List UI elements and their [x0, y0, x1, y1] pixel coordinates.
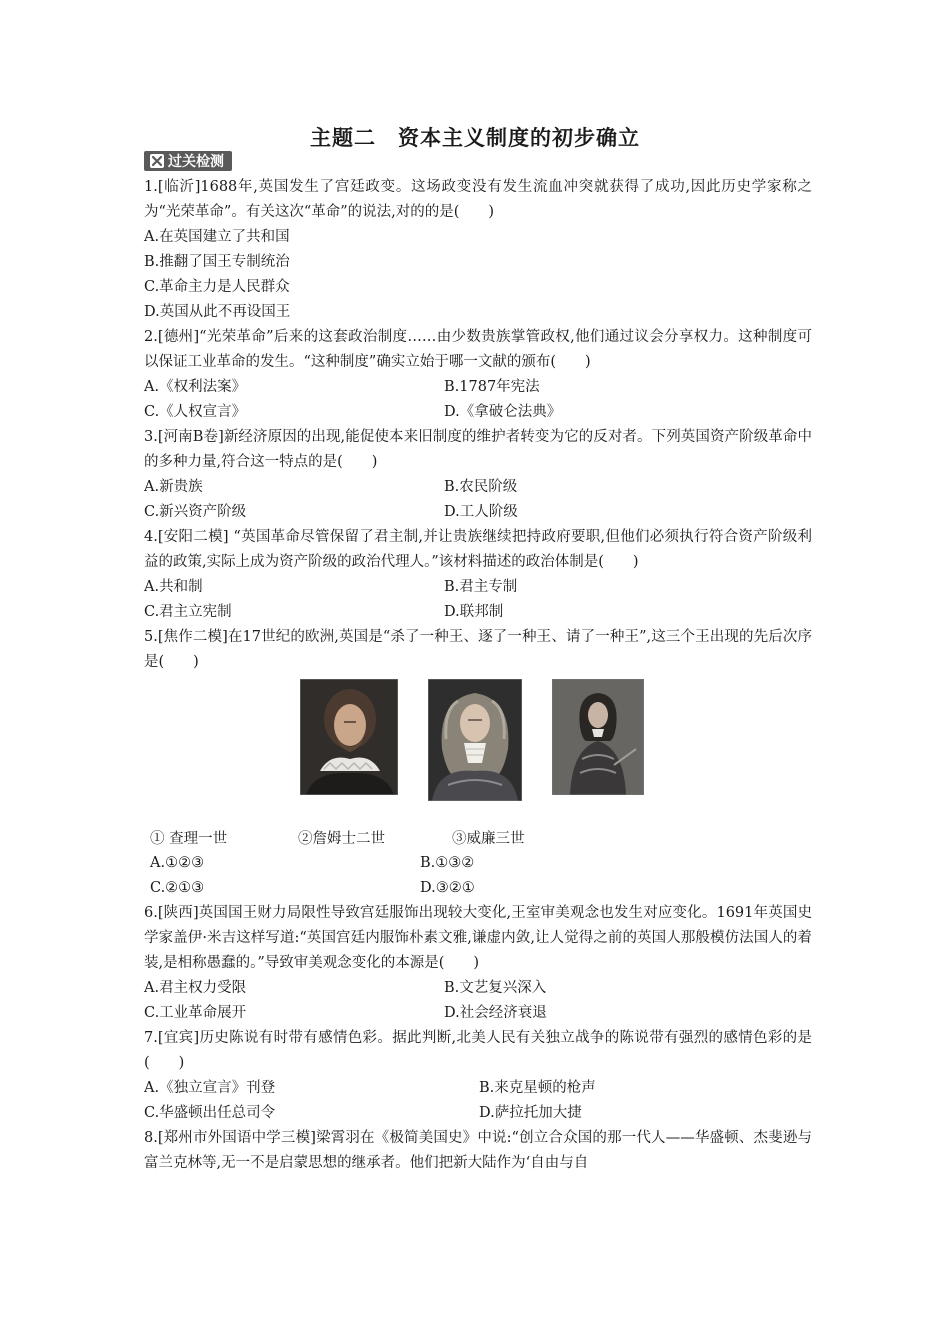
caption-2: ②詹姆士二世	[298, 831, 385, 847]
option-c: C.②①③	[150, 880, 205, 896]
portrait-charles-i	[300, 679, 398, 795]
question-4	[144, 525, 812, 625]
question-list	[144, 175, 812, 1176]
question-7	[144, 1026, 812, 1126]
option-row	[144, 600, 812, 625]
option-row	[150, 876, 812, 901]
option-b: B.来克星顿的枪声	[479, 1080, 596, 1096]
question-6	[144, 901, 812, 1026]
question-stem: 8.[郑州市外国语中学三模]梁霄羽在《极简美国史》中说:“创立合众国的那一代人——华盛顿、杰斐逊与富兰克林等,无一不是启蒙思想的继承者。他们把新大陆作为‘自由与自	[144, 1130, 812, 1171]
question-stem: 3.[河南B卷]新经济原因的出现,能促使本来旧制度的维护者转变为它的反对者。下列英国资产阶级革命中的多种力量,符合这一特点的是( )	[144, 429, 812, 470]
option-b: B.推翻了国王专制统治	[144, 254, 290, 270]
option-row	[144, 1101, 812, 1126]
option-d: D.工人阶级	[444, 504, 518, 520]
option-a: A.新贵族	[144, 479, 203, 495]
option-d: D.萨拉托加大捷	[479, 1105, 582, 1121]
option-c: C.《人权宣言》	[144, 404, 247, 420]
page-title: 主题二 资本主义制度的初步确立	[310, 126, 640, 150]
portrait-james-ii	[428, 679, 522, 801]
option-row	[144, 1076, 812, 1101]
question-stem: 5.[焦作二模]在17世纪的欧洲,英国是“杀了一种王、逐了一种王、请了一种王”,这三个王出现的先后次序是( )	[144, 629, 812, 670]
option-row	[144, 976, 812, 1001]
question-8	[144, 1126, 812, 1176]
option-c: C.华盛顿出任总司令	[144, 1105, 276, 1121]
option-row	[144, 400, 812, 425]
option-b: B.①③②	[420, 855, 475, 871]
option-b: B.1787年宪法	[444, 379, 540, 395]
option-a: A.在英国建立了共和国	[144, 229, 290, 245]
option-a: A.《权利法案》	[144, 379, 247, 395]
question-5	[144, 625, 812, 901]
option-row	[144, 500, 812, 525]
option-d: D.《拿破仑法典》	[444, 404, 562, 420]
option-c: C.工业革命展开	[144, 1005, 247, 1021]
option-d: D.英国从此不再设国王	[144, 304, 291, 320]
option-row	[144, 375, 812, 400]
option-c: C.新兴资产阶级	[144, 504, 247, 520]
question-1	[144, 175, 812, 325]
option-b: B.文艺复兴深入	[444, 980, 547, 996]
caption-1: ① 查理一世	[150, 831, 228, 847]
portrait-captions	[144, 827, 812, 851]
section-badge-label: 过关检测	[168, 154, 224, 170]
question-3	[144, 425, 812, 525]
caption-3: ③威廉三世	[452, 831, 525, 847]
option-row	[144, 575, 812, 600]
section-badge	[144, 151, 232, 171]
portrait-william-iii	[552, 679, 644, 795]
option-a: A.①②③	[150, 855, 205, 871]
option-a: A.共和制	[144, 579, 203, 595]
option-row	[150, 851, 812, 876]
option-b: B.农民阶级	[444, 479, 518, 495]
option-d: D.社会经济衰退	[444, 1005, 547, 1021]
option-a: A.君主权力受限	[144, 980, 247, 996]
option-d: D.联邦制	[444, 604, 504, 620]
option-d: D.③②①	[420, 880, 475, 896]
question-stem: 6.[陕西]英国国王财力局限性导致宫廷服饰出现较大变化,王室审美观念也发生对应变化。1691年英国史学家盖伊·米吉这样写道:“英国宫廷内服饰朴素文雅,谦虚内敛,让人觉得之前的英国人那般模仿法国人的着装,是相称愚蠢的。”导致审美观念变化的本源是( )	[144, 905, 812, 971]
option-row	[144, 475, 812, 500]
question-stem: 7.[宜宾]历史陈说有时带有感情色彩。据此判断,北美人民有关独立战争的陈说带有强烈的感情色彩的是( )	[144, 1030, 812, 1071]
badge-x-icon	[150, 154, 164, 168]
option-row	[144, 1001, 812, 1026]
question-stem: 1.[临沂]1688年,英国发生了宫廷政变。这场政变没有发生流血冲突就获得了成功,因此历史学家称之为“光荣革命”。有关这次“革命”的说法,对的的是( )	[144, 179, 812, 220]
option-b: B.君主专制	[444, 579, 518, 595]
portrait-row	[300, 679, 812, 801]
option-c: C.革命主力是人民群众	[144, 279, 290, 295]
question-stem: 4.[安阳二模] “英国革命尽管保留了君主制,并让贵族继续把持政府要职,但他们必须执行符合资产阶级利益的政策,实际上成为资产阶级的政治代理人。”该材料描述的政治体制是( )	[144, 529, 812, 570]
question-2	[144, 325, 812, 425]
option-c: C.君主立宪制	[144, 604, 232, 620]
question-stem: 2.[德州]“光荣革命”后来的这套政治制度……由少数贵族掌管政权,他们通过议会分享权力。这种制度可以保证工业革命的发生。“这种制度”确实立始于哪一文献的颁布( )	[144, 329, 812, 370]
option-a: A.《独立宣言》刊登	[144, 1080, 276, 1096]
option-group	[144, 851, 812, 901]
